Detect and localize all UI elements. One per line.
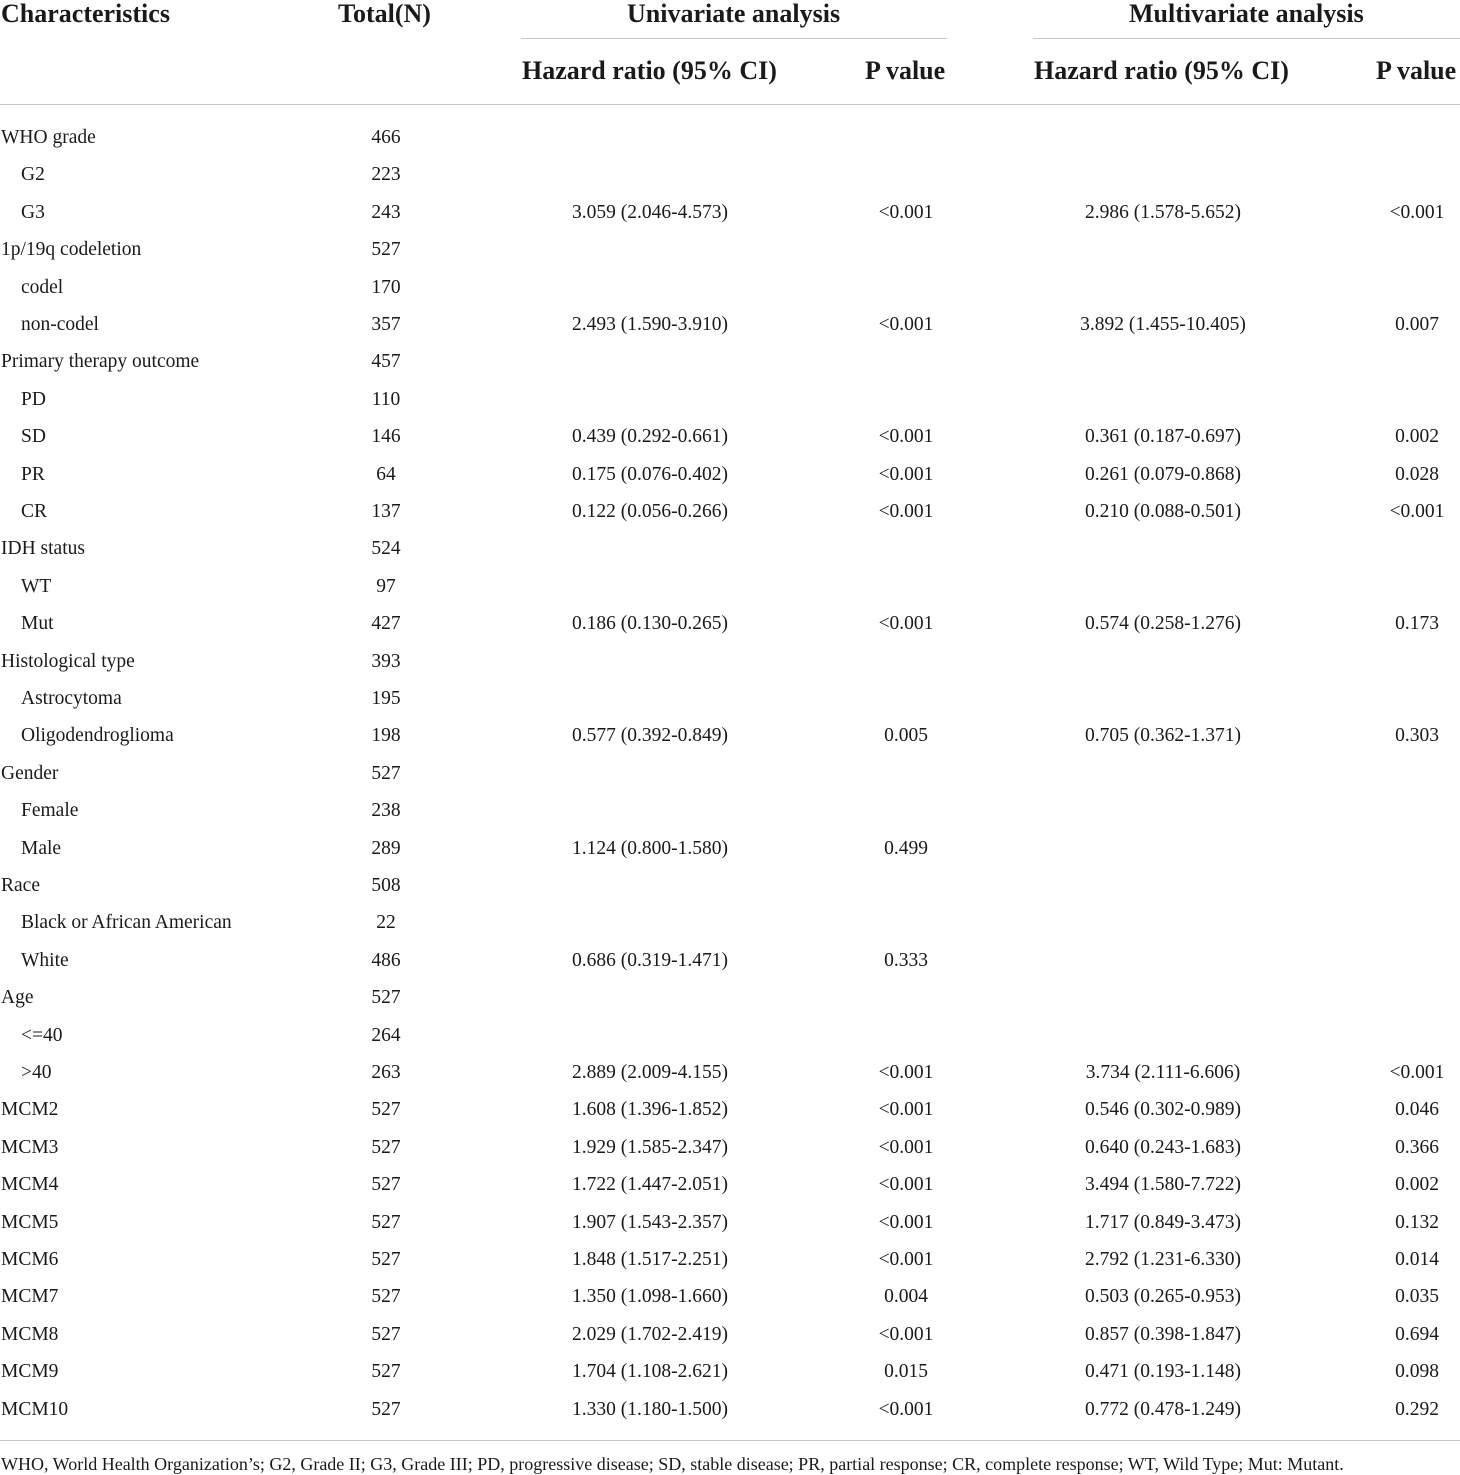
row-total: 508 xyxy=(371,875,401,896)
row-total: 427 xyxy=(371,613,401,634)
row-multivariate-hr: 0.772 (0.478-1.249) xyxy=(1085,1399,1241,1420)
row-total: 527 xyxy=(371,1324,401,1345)
row-label: SD xyxy=(21,426,46,447)
row-total: 22 xyxy=(376,912,396,933)
row-label: G2 xyxy=(21,164,45,185)
row-multivariate-hr: 2.792 (1.231-6.330) xyxy=(1085,1249,1241,1270)
row-univariate-p: <0.001 xyxy=(878,1062,934,1083)
row-total: 527 xyxy=(371,987,401,1008)
row-univariate-hr: 0.186 (0.130-0.265) xyxy=(572,613,728,634)
row-univariate-p: <0.001 xyxy=(878,1137,934,1158)
row-univariate-hr: 0.686 (0.319-1.471) xyxy=(572,950,728,971)
row-total: 527 xyxy=(371,1286,401,1307)
row-multivariate-p: 0.028 xyxy=(1395,464,1439,485)
row-label: non-codel xyxy=(21,314,99,335)
row-total: 110 xyxy=(371,389,401,410)
row-label: MCM6 xyxy=(1,1249,59,1270)
row-multivariate-p: <0.001 xyxy=(1389,1062,1445,1083)
row-multivariate-p: <0.001 xyxy=(1389,501,1445,522)
row-univariate-hr: 0.122 (0.056-0.266) xyxy=(572,501,728,522)
row-label: Histological type xyxy=(1,651,135,672)
row-multivariate-hr: 0.857 (0.398-1.847) xyxy=(1085,1324,1241,1345)
row-univariate-hr: 2.493 (1.590-3.910) xyxy=(572,314,728,335)
row-univariate-hr: 1.848 (1.517-2.251) xyxy=(572,1249,728,1270)
row-univariate-p: <0.001 xyxy=(878,1324,934,1345)
row-label: MCM9 xyxy=(1,1361,59,1382)
row-multivariate-p: 0.007 xyxy=(1395,314,1439,335)
row-univariate-hr: 1.704 (1.108-2.621) xyxy=(572,1361,728,1382)
row-multivariate-p: 0.002 xyxy=(1395,426,1439,447)
row-multivariate-hr: 3.734 (2.111-6.606) xyxy=(1085,1062,1241,1083)
row-label: Oligodendroglioma xyxy=(21,725,174,746)
row-total: 527 xyxy=(371,1137,401,1158)
row-univariate-hr: 1.722 (1.447-2.051) xyxy=(572,1174,728,1195)
row-multivariate-hr: 0.361 (0.187-0.697) xyxy=(1085,426,1241,447)
row-univariate-p: 0.333 xyxy=(884,950,928,971)
row-multivariate-p: 0.132 xyxy=(1395,1212,1439,1233)
row-univariate-hr: 1.929 (1.585-2.347) xyxy=(572,1137,728,1158)
bottom-rule xyxy=(0,1440,1460,1441)
row-total: 527 xyxy=(371,1212,401,1233)
row-label: IDH status xyxy=(1,538,85,559)
row-label: Female xyxy=(21,800,79,821)
row-multivariate-hr: 0.261 (0.079-0.868) xyxy=(1085,464,1241,485)
row-univariate-p: <0.001 xyxy=(878,1249,934,1270)
row-label: MCM2 xyxy=(1,1099,59,1120)
row-multivariate-hr: 3.892 (1.455-10.405) xyxy=(1080,314,1246,335)
row-label: codel xyxy=(21,277,64,298)
row-label: Mut xyxy=(21,613,54,634)
row-label: MCM10 xyxy=(1,1399,69,1420)
row-label: Age xyxy=(1,987,34,1008)
row-univariate-p: <0.001 xyxy=(878,1212,934,1233)
row-label: White xyxy=(21,950,69,971)
row-univariate-p: 0.015 xyxy=(884,1361,928,1382)
row-univariate-p: <0.001 xyxy=(878,464,934,485)
row-univariate-p: <0.001 xyxy=(878,1099,934,1120)
row-univariate-hr: 0.175 (0.076-0.402) xyxy=(572,464,728,485)
row-label: 1p/19q codeletion xyxy=(1,239,142,260)
row-total: 264 xyxy=(371,1025,401,1046)
row-label: Primary therapy outcome xyxy=(1,351,200,372)
row-label: MCM7 xyxy=(1,1286,59,1307)
row-label: Race xyxy=(1,875,40,896)
row-total: 198 xyxy=(371,725,401,746)
row-label: Gender xyxy=(1,763,59,784)
row-label: MCM8 xyxy=(1,1324,59,1345)
header-multi-hr: Hazard ratio (95% CI) xyxy=(1034,56,1289,85)
row-multivariate-p: 0.046 xyxy=(1395,1099,1439,1120)
row-label: PD xyxy=(21,389,46,410)
row-multivariate-hr: 0.640 (0.243-1.683) xyxy=(1085,1137,1241,1158)
row-univariate-p: 0.005 xyxy=(884,725,928,746)
row-univariate-hr: 0.439 (0.292-0.661) xyxy=(572,426,728,447)
header-univariate: Univariate analysis xyxy=(627,0,841,28)
row-multivariate-p: <0.001 xyxy=(1389,202,1445,223)
row-total: 238 xyxy=(371,800,401,821)
row-total: 357 xyxy=(371,314,401,335)
row-total: 457 xyxy=(371,351,401,372)
row-total: 527 xyxy=(371,763,401,784)
row-univariate-p: 0.499 xyxy=(884,838,928,859)
row-multivariate-hr: 0.574 (0.258-1.276) xyxy=(1085,613,1241,634)
row-univariate-hr: 3.059 (2.046-4.573) xyxy=(572,202,728,223)
row-univariate-p: <0.001 xyxy=(878,1399,934,1420)
row-total: 137 xyxy=(371,501,401,522)
row-total: 223 xyxy=(371,164,401,185)
header-characteristics: Characteristics xyxy=(1,0,170,28)
row-label: Male xyxy=(21,838,62,859)
row-multivariate-p: 0.002 xyxy=(1395,1174,1439,1195)
row-label: MCM5 xyxy=(1,1212,59,1233)
row-total: 527 xyxy=(371,1249,401,1270)
row-multivariate-hr: 0.705 (0.362-1.371) xyxy=(1085,725,1241,746)
row-total: 195 xyxy=(371,688,401,709)
row-univariate-p: <0.001 xyxy=(878,202,934,223)
row-multivariate-p: 0.366 xyxy=(1395,1137,1439,1158)
row-label: MCM3 xyxy=(1,1137,59,1158)
row-multivariate-hr: 0.546 (0.302-0.989) xyxy=(1085,1099,1241,1120)
row-total: 527 xyxy=(371,1099,401,1120)
header-rule xyxy=(0,104,1460,105)
row-total: 466 xyxy=(371,127,401,148)
row-label: <=40 xyxy=(21,1025,63,1046)
row-total: 243 xyxy=(371,202,401,223)
header-multivariate: Multivariate analysis xyxy=(1129,0,1364,28)
row-label: MCM4 xyxy=(1,1174,59,1195)
header-uni-p: P value xyxy=(865,56,946,85)
row-label: Astrocytoma xyxy=(21,688,122,709)
row-multivariate-hr: 2.986 (1.578-5.652) xyxy=(1085,202,1241,223)
row-multivariate-p: 0.035 xyxy=(1395,1286,1439,1307)
row-multivariate-hr: 0.503 (0.265-0.953) xyxy=(1085,1286,1241,1307)
row-total: 527 xyxy=(371,1399,401,1420)
row-multivariate-hr: 0.471 (0.193-1.148) xyxy=(1085,1361,1241,1382)
row-univariate-hr: 1.124 (0.800-1.580) xyxy=(572,838,728,859)
header-uni-hr: Hazard ratio (95% CI) xyxy=(522,56,777,85)
header-multi-p: P value xyxy=(1376,56,1457,85)
row-univariate-hr: 1.330 (1.180-1.500) xyxy=(572,1399,728,1420)
row-total: 527 xyxy=(371,1361,401,1382)
row-multivariate-hr: 3.494 (1.580-7.722) xyxy=(1085,1174,1241,1195)
row-label: PR xyxy=(21,464,45,485)
row-label: Black or African American xyxy=(21,912,232,933)
row-total: 527 xyxy=(371,1174,401,1195)
row-multivariate-hr: 1.717 (0.849-3.473) xyxy=(1085,1212,1241,1233)
row-univariate-p: <0.001 xyxy=(878,613,934,634)
row-univariate-hr: 1.907 (1.543-2.357) xyxy=(572,1212,728,1233)
row-label: WHO grade xyxy=(1,127,96,148)
row-univariate-hr: 2.889 (2.009-4.155) xyxy=(572,1062,728,1083)
row-total: 527 xyxy=(371,239,401,260)
row-total: 486 xyxy=(371,950,401,971)
row-label: WT xyxy=(21,576,52,597)
row-total: 393 xyxy=(371,651,401,672)
row-total: 170 xyxy=(371,277,401,298)
header-total: Total(N) xyxy=(338,0,431,28)
table-footnote: WHO, World Health Organization’s; G2, Grade II; G3, Grade III; PD, progressive disease; SD, stable disease; PR, partial response; CR, complete response; WT, Wild Type; Mut: Mutant. xyxy=(1,1454,1344,1474)
row-total: 524 xyxy=(371,538,401,559)
multivariate-rule xyxy=(1033,38,1460,39)
row-label: G3 xyxy=(21,202,45,223)
row-total: 97 xyxy=(376,576,396,597)
row-total: 146 xyxy=(371,426,401,447)
row-total: 263 xyxy=(371,1062,401,1083)
row-label: CR xyxy=(21,501,48,522)
univariate-rule xyxy=(521,38,947,39)
row-univariate-p: <0.001 xyxy=(878,314,934,335)
row-multivariate-p: 0.292 xyxy=(1395,1399,1439,1420)
row-univariate-p: 0.004 xyxy=(884,1286,928,1307)
row-univariate-hr: 1.608 (1.396-1.852) xyxy=(572,1099,728,1120)
row-multivariate-hr: 0.210 (0.088-0.501) xyxy=(1085,501,1241,522)
row-multivariate-p: 0.098 xyxy=(1395,1361,1439,1382)
row-univariate-p: <0.001 xyxy=(878,426,934,447)
row-multivariate-p: 0.303 xyxy=(1395,725,1439,746)
row-univariate-p: <0.001 xyxy=(878,501,934,522)
row-total: 64 xyxy=(376,464,396,485)
row-multivariate-p: 0.014 xyxy=(1395,1249,1439,1270)
row-label: >40 xyxy=(21,1062,52,1083)
row-multivariate-p: 0.694 xyxy=(1395,1324,1439,1345)
row-univariate-hr: 2.029 (1.702-2.419) xyxy=(572,1324,728,1345)
row-univariate-p: <0.001 xyxy=(878,1174,934,1195)
row-multivariate-p: 0.173 xyxy=(1395,613,1439,634)
row-univariate-hr: 0.577 (0.392-0.849) xyxy=(572,725,728,746)
row-total: 289 xyxy=(371,838,401,859)
row-univariate-hr: 1.350 (1.098-1.660) xyxy=(572,1286,728,1307)
